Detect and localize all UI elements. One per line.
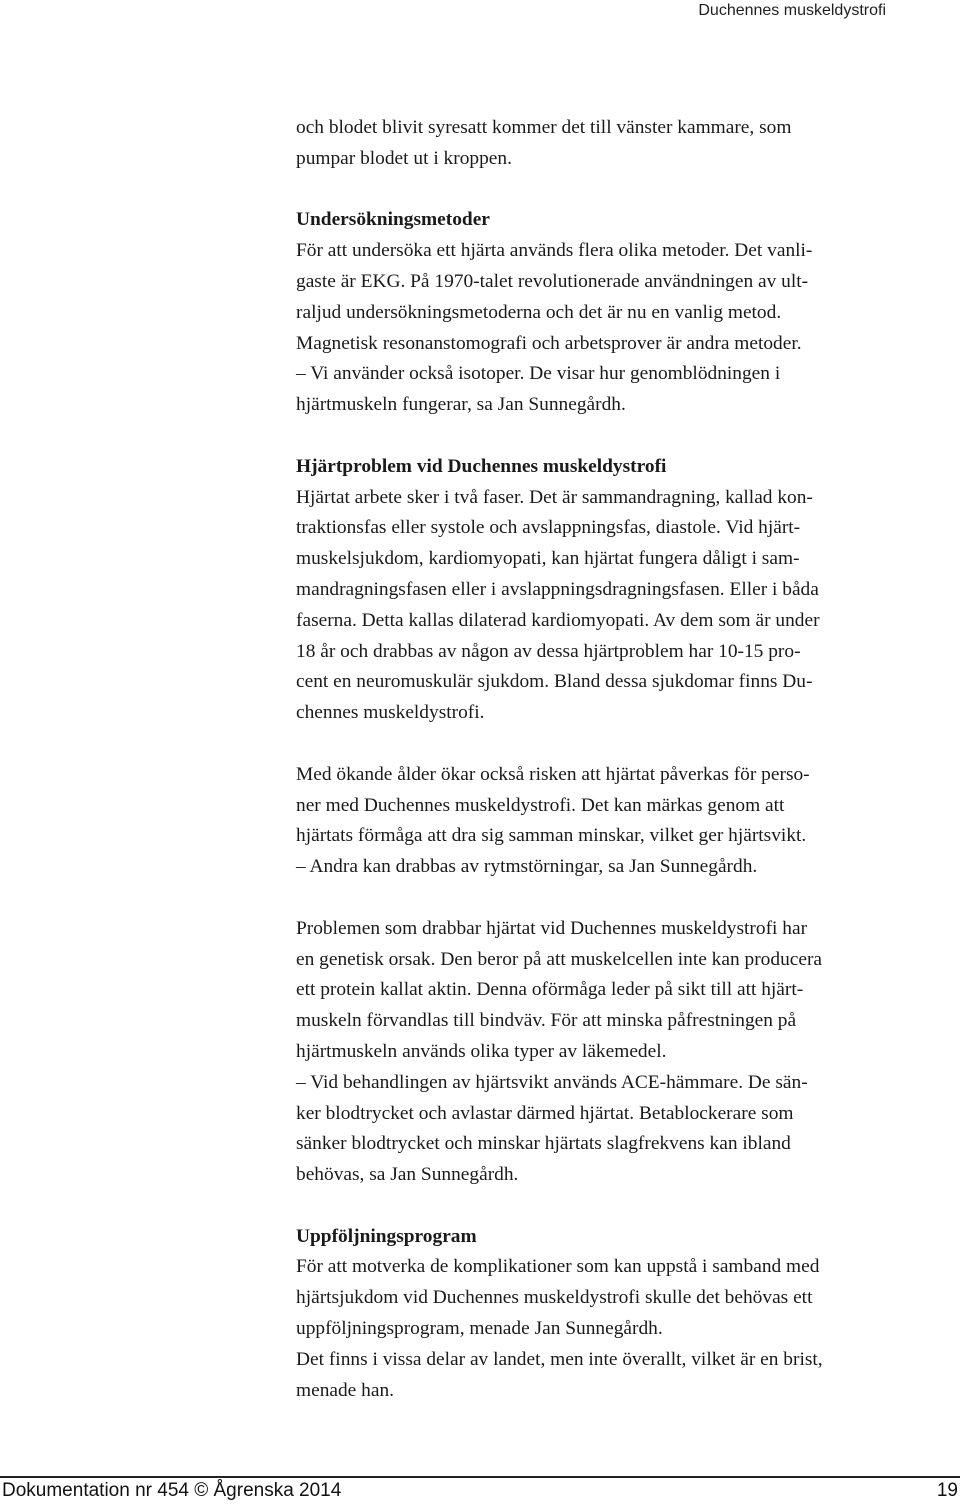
text-line: ett protein kallat aktin. Denna oförmåga leder på sikt till att hjärt-: [296, 979, 804, 1001]
page-number: 19: [936, 1480, 958, 1501]
text-line: och blodet blivit syresatt kommer det till vänster kammare, som: [296, 117, 792, 138]
text-line: uppföljningsprogram, menade Jan Sunnegårdh.: [296, 1318, 663, 1340]
text-line: hjärtsjukdom vid Duchennes muskeldystrofi skulle det behövas ett: [296, 1287, 813, 1309]
text-line: chennes muskeldystrofi.: [296, 702, 485, 724]
text-line: mandragningsfasen eller i avslappningsdragningsfasen. Eller i båda: [296, 578, 819, 600]
text-line: muskelsjukdom, kardiomyopati, kan hjärtat fungera dåligt i sam-: [296, 548, 800, 570]
text-line: Magnetisk resonanstomografi och arbetsprover är andra metoder.: [296, 332, 802, 354]
text-line: Problemen som drabbar hjärtat vid Duchennes muskeldystrofi har: [296, 917, 808, 939]
running-header: Duchennes muskeldystrofi: [698, 2, 886, 19]
text-line: faserna. Detta kallas dilaterad kardiomyopati. Av dem som är under: [296, 609, 820, 631]
text-line: behövas, sa Jan Sunnegårdh.: [296, 1164, 519, 1186]
section-heading-uppfoljningsprogram: Uppföljningsprogram: [296, 1225, 477, 1247]
text-line: Med ökande ålder ökar också risken att hjärtat påverkas för perso-: [296, 763, 810, 785]
text-line: ner med Duchennes muskeldystrofi. Det kan märkas genom att: [296, 794, 785, 816]
text-line: sänker blodtrycket och minskar hjärtats slagfrekvens kan ibland: [296, 1133, 791, 1155]
text-line: cent en neuromuskulär sjukdom. Bland dessa sjukdomar finns Du-: [296, 671, 813, 693]
text-line: ker blodtrycket och avlastar därmed hjärtat. Betablockerare som: [296, 1102, 794, 1124]
text-line: 18 år och drabbas av någon av dessa hjärtproblem har 10-15 pro-: [296, 640, 801, 662]
text-line: – Vi använder också isotoper. De visar hur genomblödningen i: [296, 363, 781, 385]
text-line: hjärtats förmåga att dra sig samman minskar, vilket ger hjärtsvikt.: [296, 825, 807, 847]
text-line: Det finns i vissa delar av landet, men inte överallt, vilket är en brist,: [296, 1348, 823, 1370]
text-line: gaste är EKG. På 1970-talet revolutionerade användningen av ult-: [296, 270, 809, 292]
text-line: Hjärtat arbete sker i två faser. Det är sammandragning, kallad kon-: [296, 486, 813, 508]
text-line: en genetisk orsak. Den beror på att muskelcellen inte kan producera: [296, 948, 823, 970]
section-heading-undersokningsmetoder: Undersökningsmetoder: [296, 209, 490, 231]
article-body: [296, 113, 946, 1406]
text-line: För att undersöka ett hjärta används flera olika metoder. Det vanli-: [296, 240, 813, 262]
section-heading-hjartproblem: Hjärtproblem vid Duchennes muskeldystrofi: [296, 455, 667, 477]
footer-divider: [0, 1476, 960, 1478]
footer-publication: Dokumentation nr 454 © Ågrenska 2014: [2, 1480, 342, 1501]
text-line: traktionsfas eller systole och avslappningsfas, diastole. Vid hjärt-: [296, 517, 801, 539]
text-line: raljud undersökningsmetoderna och det är nu en vanlig metod.: [296, 301, 782, 323]
text-line: pumpar blodet ut i kroppen.: [296, 147, 512, 169]
text-line: hjärtmuskeln fungerar, sa Jan Sunnegårdh.: [296, 394, 626, 416]
text-line: – Vid behandlingen av hjärtsvikt används ACE-hämmare. De sän-: [296, 1071, 808, 1093]
text-line: – Andra kan drabbas av rytmstörningar, sa Jan Sunnegårdh.: [296, 856, 758, 878]
text-line: hjärtmuskeln används olika typer av läkemedel.: [296, 1040, 667, 1062]
text-line: muskeln förvandlas till bindväv. För att minska påfrestningen på: [296, 1010, 797, 1032]
text-line: För att motverka de komplikationer som kan uppstå i samband med: [296, 1256, 820, 1278]
text-line: menade han.: [296, 1379, 394, 1401]
